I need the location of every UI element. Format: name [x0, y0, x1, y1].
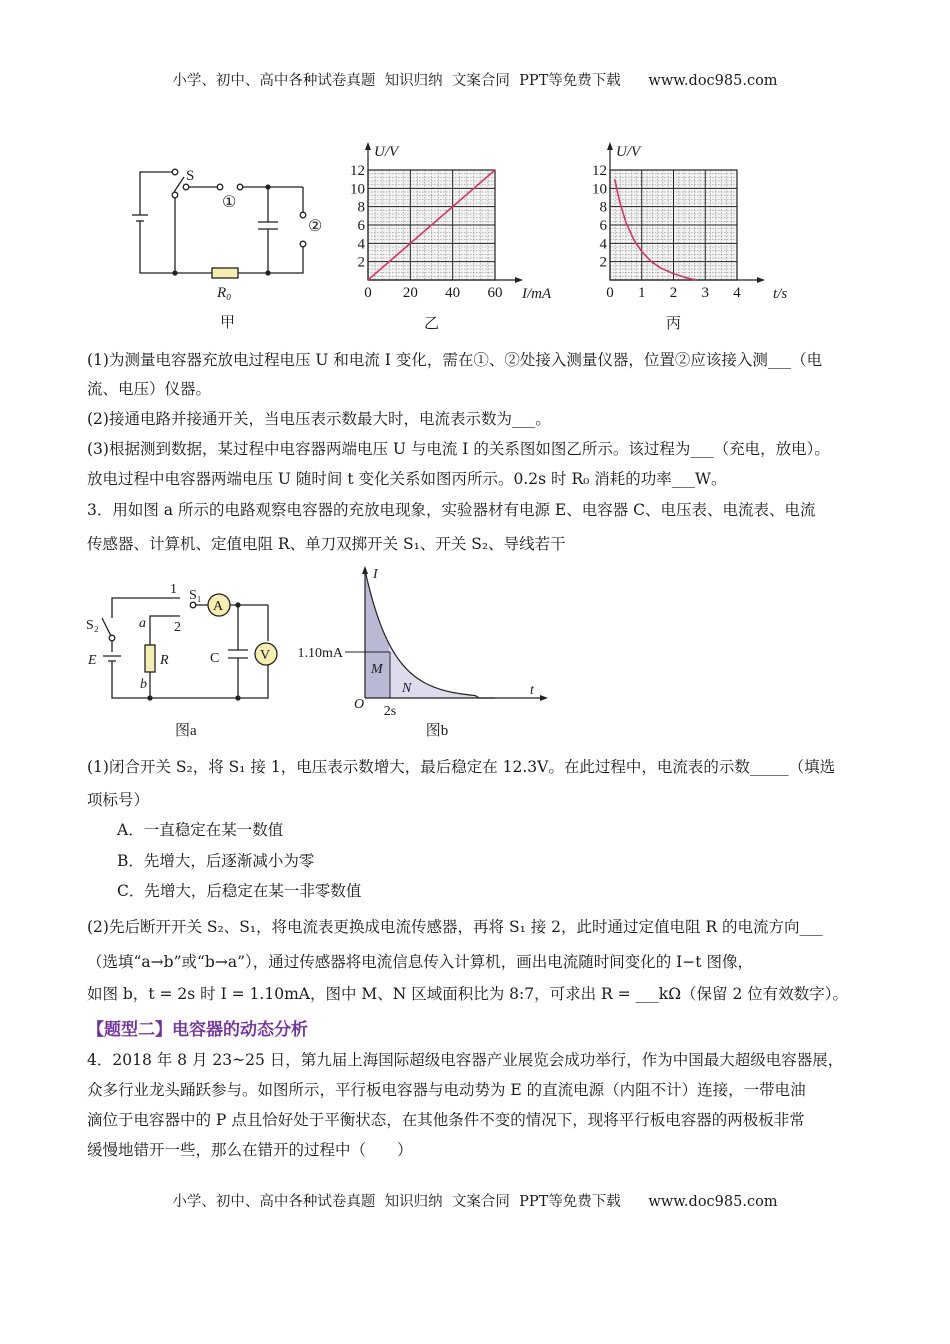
y-tick-label: 8	[357, 199, 365, 216]
y-axis-arrow-icon	[365, 142, 371, 150]
marker-x-label: 2s	[383, 704, 397, 719]
x-tick-label: 0	[364, 285, 372, 301]
x-tick-label: 20	[402, 285, 418, 301]
x-axis-label: t/s	[773, 286, 788, 302]
caption-jia: 甲	[220, 315, 236, 331]
s2-label: S₂	[86, 618, 99, 633]
y-tick-label: 4	[599, 236, 607, 253]
e-label: E	[88, 653, 97, 668]
terminal-1-label: 1	[170, 582, 177, 597]
x-tick-label: 4	[733, 285, 741, 301]
text-line: (2)接通电路并接通开关，当电压表示数最大时，电流表示数为___。	[87, 410, 551, 428]
r-label: R	[160, 653, 169, 668]
y-tick-label: 2	[357, 254, 365, 271]
y-tick-label: 10	[350, 181, 365, 198]
choice-option: B．先增大，后逐渐减小为零	[117, 852, 315, 870]
y-tick-label: 12	[592, 163, 607, 179]
x-axis-arrow-icon	[540, 695, 548, 701]
chart-caption: 图b	[425, 723, 449, 739]
page-footer: 小学、初中、高中各种试卷真题 知识归纳 文案合同 PPT等免费下载 www.doc985.com	[172, 1194, 778, 1210]
chart-caption: 乙	[423, 316, 440, 332]
text-line: (1)闭合开关 S₂，将 S₁ 接 1，电压表示数增大，最后稳定在 12.3V。在此过程中，电流表的示数_____（填选	[87, 758, 836, 776]
text-line: 滴位于电容器中的 P 点且恰好处于平衡状态，在其他条件不变的情况下，现将平行板电容器的两极板非常	[87, 1111, 805, 1129]
x-tick-label: 2	[669, 285, 678, 301]
text-line: 3．用如图 a 所示的电路观察电容器的充放电现象，实验器材有电源 E、电容器 C、电压表、电流表、电流	[87, 501, 816, 519]
c-label: C	[210, 651, 220, 666]
x-tick-label: 3	[701, 285, 709, 301]
chart-b	[298, 566, 549, 739]
chart-yi	[350, 142, 552, 332]
marker-y-label: 1.10mA	[297, 646, 343, 661]
resistor-r0-label: R₀	[217, 285, 232, 301]
ammeter-label: A	[213, 599, 224, 614]
text-line: (3)根据测到数据，某过程中电容器两端电压 U 与电流 I 的关系图如图乙所示。该过程为___（充电，放电）。	[87, 440, 830, 458]
x-tick-label: 0	[606, 285, 614, 301]
y-tick-label: 8	[599, 199, 607, 216]
region-n-label: N	[402, 681, 412, 696]
page-header: 小学、初中、高中各种试卷真题 知识归纳 文案合同 PPT等免费下载 www.doc985.com	[172, 73, 778, 89]
x-axis-arrow-icon	[515, 277, 523, 283]
y-tick-label: 6	[599, 218, 607, 234]
y-axis-label: I	[373, 567, 378, 582]
y-axis-arrow-icon	[607, 142, 613, 150]
circuit-jia	[132, 169, 306, 278]
chart-bing	[592, 142, 787, 332]
position-1-label: ①	[222, 194, 237, 211]
x-axis-label: t	[530, 683, 534, 698]
text-line: 放电过程中电容器两端电压 U 随时间 t 变化关系如图丙所示。0.2s 时 R₀ 消耗的功率___W。	[87, 470, 727, 488]
y-tick-label: 6	[357, 218, 365, 234]
text-line: 流、电压）仪器。	[87, 380, 212, 398]
region-m-label: M	[371, 662, 383, 677]
choice-option: A．一直稳定在某一数值	[117, 821, 284, 839]
y-axis-arrow-icon	[362, 566, 368, 574]
region-m-area	[365, 570, 390, 698]
text-line: 如图 b，t = 2s 时 I = 1.10mA，图中 M、N 区域面积比为 8:7，可求出 R = ___kΩ（保留 2 位有效数字）。	[87, 985, 849, 1003]
y-axis-label: U/V	[616, 144, 641, 160]
x-tick-label: 1	[638, 285, 646, 301]
text-line: （选填“a→b”或“b→a”），通过传感器将电流信息传入计算机，画出电流随时间变化的 I−t 图像，	[87, 953, 753, 971]
x-tick-label: 60	[487, 285, 503, 301]
text-line: (2)先后断开开关 S₂、S₁，将电流表更换成电流传感器，再将 S₁ 接 2，此时通过定值电阻 R 的电流方向___	[87, 918, 823, 936]
choice-option: C．先增大，后稳定在某一非零数值	[117, 882, 362, 900]
section-heading: 【题型二】电容器的动态分析	[87, 1020, 308, 1040]
text-line: (1)为测量电容器充放电过程电压 U 和电流 I 变化，需在①、②处接入测量仪器，位置②应该接入测___（电	[87, 351, 823, 369]
position-2-label: ②	[308, 218, 323, 235]
terminal-2-label: 2	[174, 620, 181, 635]
b-node-label: b	[140, 677, 147, 692]
a-node-label: a	[139, 616, 146, 631]
origin-label: O	[354, 697, 365, 712]
y-tick-label: 4	[357, 236, 365, 253]
text-line: 传感器、计算机、定值电阻 R、单刀双掷开关 S₁、开关 S₂、导线若干	[87, 535, 566, 553]
circuit-a	[102, 594, 277, 700]
caption-a: 图a	[175, 723, 197, 739]
y-tick-label: 2	[599, 254, 607, 271]
switch-s-label: S	[186, 168, 195, 184]
x-axis-label: I/mA	[522, 286, 552, 302]
text-line: 缓慢地错开一些，那么在错开的过程中（ ）	[87, 1141, 413, 1159]
s1-label: S₁	[189, 588, 202, 603]
y-tick-label: 10	[592, 181, 607, 198]
text-line: 众多行业龙头踊跃参与。如图所示，平行板电容器与电动势为 E 的直流电源（内阻不计）连接，一带电油	[87, 1081, 806, 1099]
y-axis-label: U/V	[374, 144, 399, 160]
x-tick-label: 40	[445, 285, 461, 301]
y-tick-label: 12	[350, 163, 365, 179]
x-axis-arrow-icon	[757, 277, 765, 283]
text-line: 项标号）	[87, 791, 150, 809]
chart-caption: 丙	[665, 316, 682, 332]
text-line: 4．2018 年 8 月 23~25 日，第九届上海国际超级电容器产业展览会成功举行，作为中国最大超级电容器展，	[87, 1051, 844, 1069]
voltmeter-label: V	[260, 648, 271, 663]
